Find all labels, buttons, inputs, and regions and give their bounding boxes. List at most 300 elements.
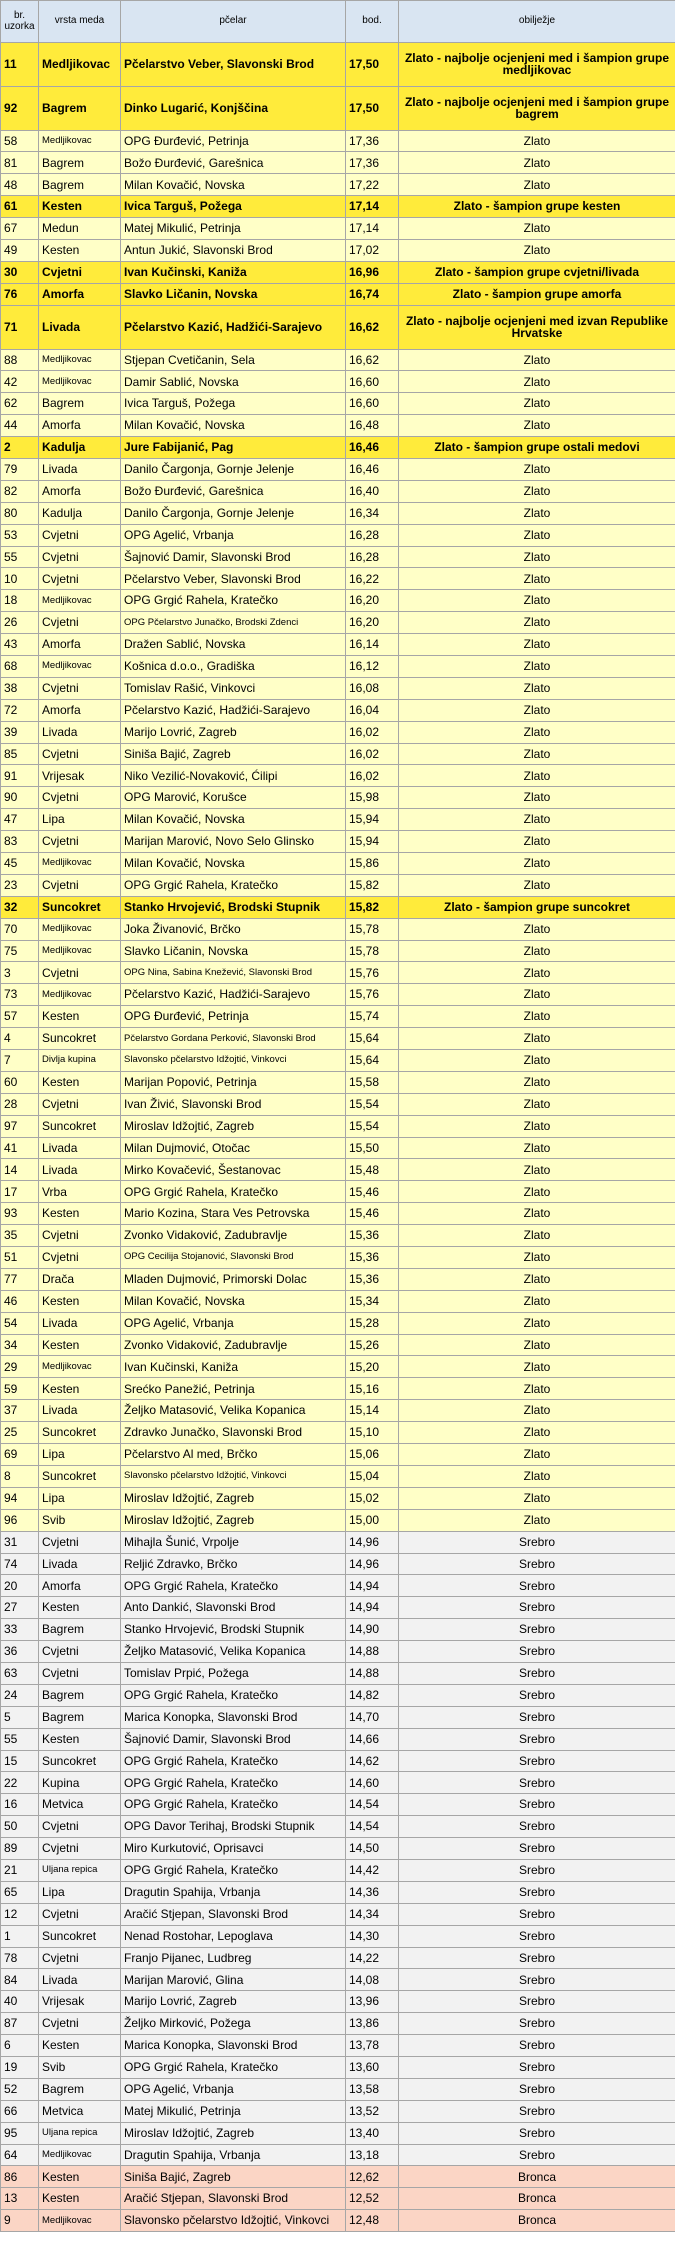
cell-award: Srebro xyxy=(399,1728,675,1750)
cell-points: 14,22 xyxy=(346,1947,399,1969)
cell-honey-type: Lipa xyxy=(39,1444,121,1466)
cell-sample-no: 36 xyxy=(1,1641,39,1663)
cell-points: 15,86 xyxy=(346,853,399,875)
cell-award: Srebro xyxy=(399,1662,675,1684)
cell-beekeeper: Milan Dujmović, Otočac xyxy=(121,1137,346,1159)
table-row xyxy=(1,130,675,152)
cell-award: Zlato xyxy=(399,809,675,831)
cell-award: Zlato xyxy=(399,393,675,415)
cell-honey-type: Kesten xyxy=(39,2188,121,2210)
cell-sample-no: 55 xyxy=(1,546,39,568)
cell-sample-no: 74 xyxy=(1,1553,39,1575)
table-row xyxy=(1,415,675,437)
cell-sample-no: 91 xyxy=(1,765,39,787)
cell-honey-type: Lipa xyxy=(39,1881,121,1903)
cell-points: 15,76 xyxy=(346,984,399,1006)
cell-beekeeper: Dragutin Spahija, Vrbanja xyxy=(121,1881,346,1903)
cell-award: Zlato xyxy=(399,1290,675,1312)
cell-honey-type: Bagrem xyxy=(39,86,121,130)
cell-award: Zlato xyxy=(399,1509,675,1531)
table-row xyxy=(1,590,675,612)
table-row xyxy=(1,787,675,809)
cell-beekeeper: OPG Đurđević, Petrinja xyxy=(121,1006,346,1028)
cell-honey-type: Divlja kupina xyxy=(39,1050,121,1072)
cell-honey-type: Kadulja xyxy=(39,502,121,524)
cell-award: Zlato xyxy=(399,568,675,590)
cell-sample-no: 53 xyxy=(1,524,39,546)
cell-points: 14,88 xyxy=(346,1641,399,1663)
cell-beekeeper: Antun Jukić, Slavonski Brod xyxy=(121,240,346,262)
cell-sample-no: 2 xyxy=(1,437,39,459)
cell-points: 14,54 xyxy=(346,1816,399,1838)
cell-points: 13,78 xyxy=(346,2035,399,2057)
cell-honey-type: Svib xyxy=(39,2056,121,2078)
cell-sample-no: 42 xyxy=(1,371,39,393)
cell-points: 13,58 xyxy=(346,2078,399,2100)
table-row xyxy=(1,1881,675,1903)
cell-sample-no: 32 xyxy=(1,896,39,918)
cell-sample-no: 69 xyxy=(1,1444,39,1466)
cell-honey-type: Bagrem xyxy=(39,2078,121,2100)
cell-beekeeper: OPG Grgić Rahela, Kratečko xyxy=(121,1859,346,1881)
cell-honey-type: Cvjetni xyxy=(39,874,121,896)
cell-sample-no: 48 xyxy=(1,174,39,196)
cell-beekeeper: Milan Kovačić, Novska xyxy=(121,853,346,875)
cell-honey-type: Amorfa xyxy=(39,480,121,502)
cell-points: 15,02 xyxy=(346,1487,399,1509)
cell-beekeeper: Željko Mirković, Požega xyxy=(121,2013,346,2035)
cell-sample-no: 11 xyxy=(1,43,39,87)
table-row xyxy=(1,1159,675,1181)
cell-honey-type: Cvjetni xyxy=(39,1662,121,1684)
cell-honey-type: Cvjetni xyxy=(39,568,121,590)
table-row xyxy=(1,984,675,1006)
cell-award: Zlato xyxy=(399,765,675,787)
cell-award: Zlato xyxy=(399,152,675,174)
cell-award: Zlato xyxy=(399,502,675,524)
cell-honey-type: Amorfa xyxy=(39,634,121,656)
cell-sample-no: 50 xyxy=(1,1816,39,1838)
cell-award: Zlato xyxy=(399,1400,675,1422)
cell-honey-type: Uljana repica xyxy=(39,1859,121,1881)
cell-beekeeper: Dinko Lugarić, Konjščina xyxy=(121,86,346,130)
table-row xyxy=(1,240,675,262)
cell-sample-no: 23 xyxy=(1,874,39,896)
cell-award: Zlato - šampion grupe cvjetni/livada xyxy=(399,261,675,283)
table-row xyxy=(1,655,675,677)
cell-points: 16,28 xyxy=(346,546,399,568)
cell-beekeeper: Mladen Dujmović, Primorski Dolac xyxy=(121,1268,346,1290)
cell-points: 15,82 xyxy=(346,896,399,918)
cell-sample-no: 66 xyxy=(1,2100,39,2122)
cell-award: Zlato xyxy=(399,1487,675,1509)
cell-honey-type: Suncokret xyxy=(39,1750,121,1772)
cell-points: 16,22 xyxy=(346,568,399,590)
table-row xyxy=(1,546,675,568)
cell-points: 14,30 xyxy=(346,1925,399,1947)
cell-points: 13,96 xyxy=(346,1991,399,2013)
table-row xyxy=(1,1531,675,1553)
table-row xyxy=(1,962,675,984)
cell-award: Zlato xyxy=(399,1268,675,1290)
cell-beekeeper: Milan Kovačić, Novska xyxy=(121,415,346,437)
cell-honey-type: Livada xyxy=(39,1400,121,1422)
cell-sample-no: 18 xyxy=(1,590,39,612)
header-sample-no: br. uzorka xyxy=(1,1,39,43)
cell-sample-no: 6 xyxy=(1,2035,39,2057)
cell-award: Zlato xyxy=(399,1225,675,1247)
cell-points: 16,12 xyxy=(346,655,399,677)
cell-sample-no: 34 xyxy=(1,1334,39,1356)
cell-award: Zlato xyxy=(399,1356,675,1378)
cell-sample-no: 9 xyxy=(1,2210,39,2232)
cell-honey-type: Kesten xyxy=(39,1006,121,1028)
table-row xyxy=(1,1356,675,1378)
cell-award: Zlato xyxy=(399,458,675,480)
cell-points: 14,82 xyxy=(346,1684,399,1706)
table-row xyxy=(1,853,675,875)
cell-award: Zlato xyxy=(399,174,675,196)
cell-points: 15,74 xyxy=(346,1006,399,1028)
cell-honey-type: Kesten xyxy=(39,1290,121,1312)
cell-award: Srebro xyxy=(399,1947,675,1969)
cell-sample-no: 30 xyxy=(1,261,39,283)
cell-award: Zlato xyxy=(399,831,675,853)
cell-sample-no: 82 xyxy=(1,480,39,502)
table-row xyxy=(1,743,675,765)
table-row xyxy=(1,2035,675,2057)
table-row xyxy=(1,86,675,130)
cell-beekeeper: Marica Konopka, Slavonski Brod xyxy=(121,2035,346,2057)
cell-sample-no: 65 xyxy=(1,1881,39,1903)
cell-points: 16,62 xyxy=(346,349,399,371)
table-row xyxy=(1,1247,675,1269)
cell-honey-type: Suncokret xyxy=(39,1422,121,1444)
table-row xyxy=(1,1662,675,1684)
cell-award: Zlato xyxy=(399,1378,675,1400)
cell-award: Zlato xyxy=(399,546,675,568)
cell-sample-no: 90 xyxy=(1,787,39,809)
table-row xyxy=(1,831,675,853)
cell-beekeeper: Siniša Bajić, Zagreb xyxy=(121,743,346,765)
cell-sample-no: 5 xyxy=(1,1706,39,1728)
table-row xyxy=(1,1641,675,1663)
table-row xyxy=(1,896,675,918)
cell-sample-no: 86 xyxy=(1,2166,39,2188)
cell-points: 16,02 xyxy=(346,743,399,765)
cell-award: Srebro xyxy=(399,2122,675,2144)
cell-points: 16,46 xyxy=(346,458,399,480)
cell-honey-type: Vrba xyxy=(39,1181,121,1203)
cell-beekeeper: Pčelarstvo Veber, Slavonski Brod xyxy=(121,43,346,87)
cell-award: Zlato xyxy=(399,240,675,262)
cell-sample-no: 28 xyxy=(1,1093,39,1115)
table-row xyxy=(1,809,675,831)
cell-award: Zlato xyxy=(399,1006,675,1028)
cell-beekeeper: Miro Kurkutović, Oprisavci xyxy=(121,1838,346,1860)
cell-honey-type: Medljikovac xyxy=(39,371,121,393)
cell-beekeeper: Jure Fabijanić, Pag xyxy=(121,437,346,459)
cell-beekeeper: OPG Grgić Rahela, Kratečko xyxy=(121,1575,346,1597)
cell-sample-no: 37 xyxy=(1,1400,39,1422)
cell-beekeeper: Joka Živanović, Brčko xyxy=(121,918,346,940)
cell-beekeeper: Slavko Ličanin, Novska xyxy=(121,283,346,305)
table-row xyxy=(1,1750,675,1772)
cell-sample-no: 19 xyxy=(1,2056,39,2078)
cell-points: 14,08 xyxy=(346,1969,399,1991)
cell-beekeeper: Matej Mikulić, Petrinja xyxy=(121,218,346,240)
cell-honey-type: Kadulja xyxy=(39,437,121,459)
cell-honey-type: Medljikovac xyxy=(39,349,121,371)
cell-honey-type: Livada xyxy=(39,721,121,743)
table-row xyxy=(1,261,675,283)
cell-sample-no: 70 xyxy=(1,918,39,940)
cell-points: 13,86 xyxy=(346,2013,399,2035)
cell-honey-type: Cvjetni xyxy=(39,1093,121,1115)
cell-honey-type: Suncokret xyxy=(39,896,121,918)
cell-award: Zlato xyxy=(399,634,675,656)
cell-sample-no: 85 xyxy=(1,743,39,765)
cell-honey-type: Cvjetni xyxy=(39,1947,121,1969)
cell-beekeeper: Stjepan Cvetičanin, Sela xyxy=(121,349,346,371)
cell-points: 15,26 xyxy=(346,1334,399,1356)
cell-honey-type: Medljikovac xyxy=(39,43,121,87)
cell-points: 16,02 xyxy=(346,765,399,787)
cell-award: Zlato xyxy=(399,699,675,721)
table-row xyxy=(1,502,675,524)
cell-award: Zlato xyxy=(399,1334,675,1356)
cell-beekeeper: Marijan Marović, Glina xyxy=(121,1969,346,1991)
cell-honey-type: Cvjetni xyxy=(39,1531,121,1553)
cell-award: Zlato - najbolje ocjenjeni med izvan Republike Hrvatske xyxy=(399,305,675,349)
cell-sample-no: 78 xyxy=(1,1947,39,1969)
cell-beekeeper: OPG Grgić Rahela, Kratečko xyxy=(121,1684,346,1706)
cell-beekeeper: OPG Grgić Rahela, Kratečko xyxy=(121,1181,346,1203)
cell-points: 15,48 xyxy=(346,1159,399,1181)
table-row xyxy=(1,699,675,721)
table-row xyxy=(1,1487,675,1509)
cell-honey-type: Suncokret xyxy=(39,1028,121,1050)
cell-honey-type: Kesten xyxy=(39,1334,121,1356)
cell-beekeeper: Srećko Panežić, Petrinja xyxy=(121,1378,346,1400)
cell-honey-type: Metvica xyxy=(39,1794,121,1816)
cell-beekeeper: Ivan Kučinski, Kaniža xyxy=(121,1356,346,1378)
cell-sample-no: 51 xyxy=(1,1247,39,1269)
cell-honey-type: Vrijesak xyxy=(39,1991,121,2013)
cell-honey-type: Suncokret xyxy=(39,1925,121,1947)
cell-award: Srebro xyxy=(399,1619,675,1641)
cell-award: Zlato xyxy=(399,1028,675,1050)
cell-beekeeper: Milan Kovačić, Novska xyxy=(121,174,346,196)
cell-beekeeper: Šajnović Damir, Slavonski Brod xyxy=(121,1728,346,1750)
cell-honey-type: Kesten xyxy=(39,1597,121,1619)
table-row xyxy=(1,371,675,393)
cell-honey-type: Bagrem xyxy=(39,393,121,415)
table-row xyxy=(1,1838,675,1860)
cell-points: 16,34 xyxy=(346,502,399,524)
cell-sample-no: 12 xyxy=(1,1903,39,1925)
cell-sample-no: 14 xyxy=(1,1159,39,1181)
cell-points: 12,62 xyxy=(346,2166,399,2188)
table-row xyxy=(1,458,675,480)
table-row xyxy=(1,1422,675,1444)
cell-beekeeper: Šajnović Damir, Slavonski Brod xyxy=(121,546,346,568)
table-row xyxy=(1,2144,675,2166)
cell-sample-no: 29 xyxy=(1,1356,39,1378)
cell-award: Srebro xyxy=(399,1881,675,1903)
cell-beekeeper: OPG Agelić, Vrbanja xyxy=(121,1312,346,1334)
cell-award: Zlato xyxy=(399,940,675,962)
cell-sample-no: 97 xyxy=(1,1115,39,1137)
cell-sample-no: 22 xyxy=(1,1772,39,1794)
cell-points: 16,60 xyxy=(346,371,399,393)
cell-points: 15,82 xyxy=(346,874,399,896)
cell-award: Zlato xyxy=(399,918,675,940)
cell-beekeeper: Dražen Sablić, Novska xyxy=(121,634,346,656)
table-row xyxy=(1,1225,675,1247)
cell-points: 15,14 xyxy=(346,1400,399,1422)
cell-points: 15,76 xyxy=(346,962,399,984)
cell-points: 16,20 xyxy=(346,590,399,612)
cell-points: 13,40 xyxy=(346,2122,399,2144)
cell-sample-no: 26 xyxy=(1,612,39,634)
cell-beekeeper: OPG Marović, Korušce xyxy=(121,787,346,809)
cell-beekeeper: Slavko Ličanin, Novska xyxy=(121,940,346,962)
cell-beekeeper: OPG Cecilija Stojanović, Slavonski Brod xyxy=(121,1247,346,1269)
cell-points: 15,54 xyxy=(346,1093,399,1115)
table-row xyxy=(1,2013,675,2035)
cell-honey-type: Bagrem xyxy=(39,1684,121,1706)
table-row xyxy=(1,1553,675,1575)
cell-honey-type: Medljikovac xyxy=(39,655,121,677)
cell-sample-no: 41 xyxy=(1,1137,39,1159)
cell-points: 14,54 xyxy=(346,1794,399,1816)
cell-beekeeper: Marijan Marović, Novo Selo Glinsko xyxy=(121,831,346,853)
cell-points: 14,94 xyxy=(346,1575,399,1597)
cell-honey-type: Kupina xyxy=(39,1772,121,1794)
table-row xyxy=(1,349,675,371)
cell-sample-no: 44 xyxy=(1,415,39,437)
cell-sample-no: 43 xyxy=(1,634,39,656)
cell-sample-no: 79 xyxy=(1,458,39,480)
cell-sample-no: 64 xyxy=(1,2144,39,2166)
cell-beekeeper: Marica Konopka, Slavonski Brod xyxy=(121,1706,346,1728)
cell-honey-type: Livada xyxy=(39,1159,121,1181)
cell-honey-type: Cvjetni xyxy=(39,612,121,634)
cell-honey-type: Vrijesak xyxy=(39,765,121,787)
table-row xyxy=(1,1028,675,1050)
cell-sample-no: 54 xyxy=(1,1312,39,1334)
cell-award: Zlato xyxy=(399,1071,675,1093)
cell-beekeeper: Anto Dankić, Slavonski Brod xyxy=(121,1597,346,1619)
cell-award: Srebro xyxy=(399,1772,675,1794)
table-row xyxy=(1,1597,675,1619)
cell-award: Zlato xyxy=(399,590,675,612)
table-row xyxy=(1,1947,675,1969)
cell-beekeeper: Miroslav Idžojtić, Zagreb xyxy=(121,1487,346,1509)
cell-beekeeper: Košnica d.o.o., Gradiška xyxy=(121,655,346,677)
cell-award: Zlato xyxy=(399,984,675,1006)
table-row xyxy=(1,1203,675,1225)
cell-award: Zlato xyxy=(399,1312,675,1334)
cell-beekeeper: Mirko Kovačević, Šestanovac xyxy=(121,1159,346,1181)
cell-sample-no: 62 xyxy=(1,393,39,415)
cell-points: 17,02 xyxy=(346,240,399,262)
table-row xyxy=(1,940,675,962)
cell-sample-no: 57 xyxy=(1,1006,39,1028)
header-honey-type: vrsta meda xyxy=(39,1,121,43)
cell-beekeeper: OPG Pčelarstvo Junačko, Brodski Zdenci xyxy=(121,612,346,634)
cell-sample-no: 73 xyxy=(1,984,39,1006)
cell-honey-type: Metvica xyxy=(39,2100,121,2122)
cell-award: Srebro xyxy=(399,2078,675,2100)
cell-sample-no: 59 xyxy=(1,1378,39,1400)
table-row xyxy=(1,765,675,787)
cell-honey-type: Amorfa xyxy=(39,699,121,721)
cell-points: 15,00 xyxy=(346,1509,399,1531)
cell-beekeeper: Siniša Bajić, Zagreb xyxy=(121,2166,346,2188)
cell-sample-no: 27 xyxy=(1,1597,39,1619)
cell-honey-type: Kesten xyxy=(39,240,121,262)
cell-honey-type: Livada xyxy=(39,305,121,349)
cell-award: Srebro xyxy=(399,1925,675,1947)
cell-honey-type: Bagrem xyxy=(39,1619,121,1641)
cell-beekeeper: Pčelarstvo Veber, Slavonski Brod xyxy=(121,568,346,590)
table-row xyxy=(1,1903,675,1925)
cell-beekeeper: Zvonko Vidaković, Zadubravlje xyxy=(121,1334,346,1356)
cell-sample-no: 24 xyxy=(1,1684,39,1706)
cell-points: 17,14 xyxy=(346,196,399,218)
cell-beekeeper: Marijo Lovrić, Zagreb xyxy=(121,1991,346,2013)
cell-honey-type: Livada xyxy=(39,1553,121,1575)
table-row xyxy=(1,218,675,240)
table-row xyxy=(1,43,675,87)
header-beekeeper: pčelar xyxy=(121,1,346,43)
cell-award: Zlato - šampion grupe ostali medovi xyxy=(399,437,675,459)
header-award: obilježje xyxy=(399,1,675,43)
cell-beekeeper: Milan Kovačić, Novska xyxy=(121,1290,346,1312)
cell-sample-no: 40 xyxy=(1,1991,39,2013)
cell-award: Zlato xyxy=(399,480,675,502)
cell-sample-no: 3 xyxy=(1,962,39,984)
cell-award: Bronca xyxy=(399,2210,675,2232)
cell-award: Srebro xyxy=(399,1816,675,1838)
cell-honey-type: Cvjetni xyxy=(39,2013,121,2035)
cell-honey-type: Cvjetni xyxy=(39,1247,121,1269)
cell-sample-no: 80 xyxy=(1,502,39,524)
cell-sample-no: 8 xyxy=(1,1465,39,1487)
cell-points: 15,10 xyxy=(346,1422,399,1444)
cell-beekeeper: Aračić Stjepan, Slavonski Brod xyxy=(121,2188,346,2210)
cell-points: 14,94 xyxy=(346,1597,399,1619)
cell-honey-type: Cvjetni xyxy=(39,1225,121,1247)
cell-sample-no: 25 xyxy=(1,1422,39,1444)
cell-honey-type: Cvjetni xyxy=(39,1641,121,1663)
cell-points: 16,04 xyxy=(346,699,399,721)
table-row xyxy=(1,2078,675,2100)
cell-points: 16,62 xyxy=(346,305,399,349)
cell-sample-no: 89 xyxy=(1,1838,39,1860)
table-row xyxy=(1,437,675,459)
cell-award: Zlato xyxy=(399,1203,675,1225)
cell-beekeeper: OPG Grgić Rahela, Kratečko xyxy=(121,2056,346,2078)
cell-beekeeper: OPG Grgić Rahela, Kratečko xyxy=(121,590,346,612)
cell-points: 15,98 xyxy=(346,787,399,809)
cell-beekeeper: OPG Đurđević, Petrinja xyxy=(121,130,346,152)
table-header xyxy=(1,1,675,43)
table-row xyxy=(1,1509,675,1531)
cell-points: 14,62 xyxy=(346,1750,399,1772)
